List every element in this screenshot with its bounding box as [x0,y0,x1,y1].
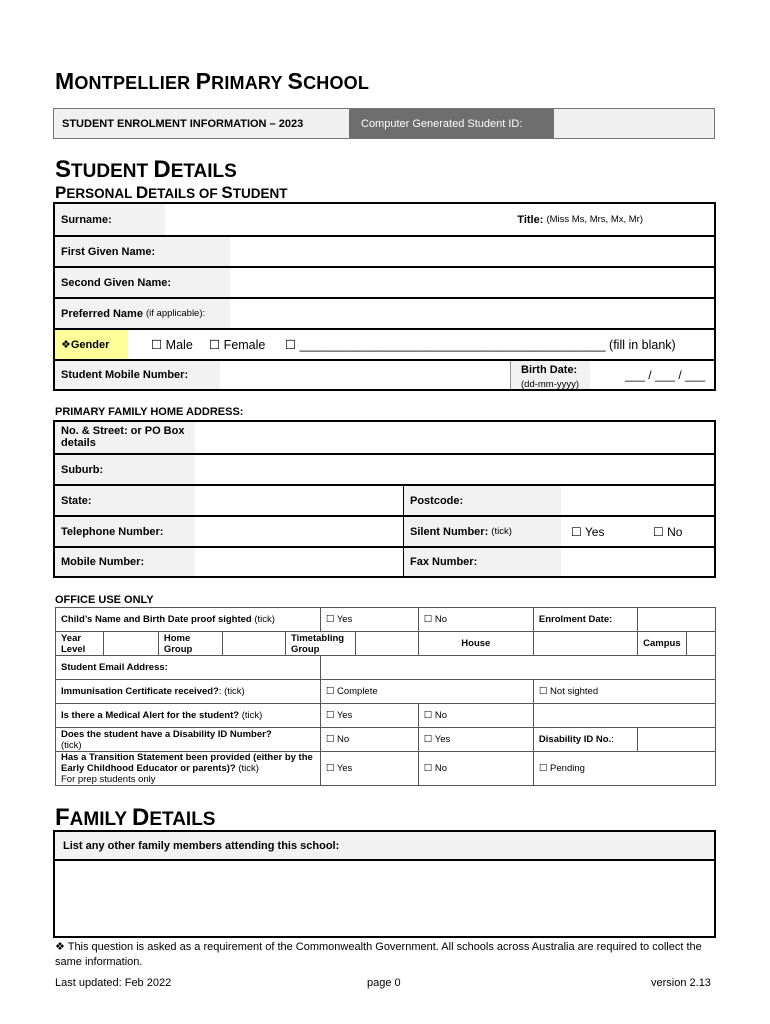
family-members-input[interactable] [55,861,714,936]
student-id-field[interactable] [553,109,714,138]
preferred-name-label: Preferred Name (if applicable): [55,299,230,328]
family-members-box [53,830,716,938]
immunisation-not-sighted-checkbox[interactable]: ☐ Not sighted [533,680,715,704]
medical-alert-label: Is there a Medical Alert for the student? (tick) [56,704,321,728]
postcode-input[interactable] [561,486,714,515]
student-email-label: Student Email Address: [56,656,321,680]
fax-input[interactable] [561,548,714,576]
proof-yes-checkbox[interactable]: ☐ Yes [320,608,418,632]
family-mobile-input[interactable] [195,548,403,576]
first-given-name-input[interactable] [230,237,714,266]
street-input[interactable] [195,422,714,453]
suburb-label: Suburb: [55,455,195,484]
suburb-input[interactable] [195,455,714,484]
year-level-input[interactable] [103,632,158,656]
disability-label: Does the student have a Disability ID Number? (tick) [56,728,321,752]
house-input[interactable] [533,632,637,656]
disability-id-input[interactable] [638,728,716,752]
student-mobile-label: Student Mobile Number: [55,361,220,389]
office-use-table [55,607,716,786]
state-label: State: [55,486,195,515]
transition-pending-checkbox[interactable]: ☐ Pending [533,752,715,786]
personal-details-subtitle: PERSONAL DETAILS OF STUDENT [55,183,288,202]
home-group-input[interactable] [222,632,285,656]
student-details-title: STUDENT DETAILS [55,156,237,183]
immunisation-label: Immunisation Certificate received?: (tick) [56,680,321,704]
enrolment-date-input[interactable] [638,608,716,632]
telephone-input[interactable] [195,517,403,546]
enrolment-date-label: Enrolment Date: [533,608,637,632]
silent-yes-checkbox[interactable]: ☐ Yes [571,524,605,539]
house-label: House [418,632,533,656]
family-members-label: List any other family members attending this school: [55,832,714,861]
disability-yes-checkbox[interactable]: ☐ Yes [418,728,533,752]
disability-no-checkbox[interactable]: ☐ No [320,728,418,752]
transition-no-checkbox[interactable]: ☐ No [418,752,533,786]
campus-label: Campus [638,632,686,656]
birth-date-input[interactable]: ___ / ___ / ___ [624,368,706,382]
home-address-form [53,420,716,578]
student-id-label: Computer Generated Student ID: [349,109,553,138]
page-number: page 0 [367,977,401,989]
silent-number-label: Silent Number: (tick) [403,517,561,546]
last-updated: Last updated: Feb 2022 [55,977,172,989]
proof-no-checkbox[interactable]: ☐ No [418,608,533,632]
transition-statement-label: Has a Transition Statement been provided (either by the Early Childhood Educator or parents)? (tick) For prep students only [56,752,321,786]
commonwealth-note: ❖ This question is asked as a requirement of the Commonwealth Government. All schools across Australia are required to collect the same information. [55,941,702,968]
first-given-name-label: First Given Name: [55,237,230,266]
gender-other-checkbox[interactable]: ☐ ____________________________________________ (fill in blank) [285,338,676,352]
family-mobile-label: Mobile Number: [55,548,195,576]
disability-id-label: Disability ID No.: [533,728,637,752]
school-name: MONTPELLIER PRIMARY SCHOOL [55,68,370,94]
preferred-name-input[interactable] [230,299,714,328]
immunisation-complete-checkbox[interactable]: ☐ Complete [320,680,533,704]
gender-female-checkbox[interactable]: ☐ Female [209,338,266,352]
second-given-name-label: Second Given Name: [55,268,230,297]
medical-no-checkbox[interactable]: ☐ No [418,704,533,728]
second-given-name-input[interactable] [230,268,714,297]
silent-no-checkbox[interactable]: ☐ No [653,524,683,539]
fax-label: Fax Number: [403,548,561,576]
surname-label: Surname: [55,204,165,235]
enrolment-info-label: STUDENT ENROLMENT INFORMATION – 2023 [54,109,349,138]
year-level-label: Year Level [56,632,104,656]
gender-label: ❖Gender [55,330,128,359]
enrolment-header-bar [53,108,715,139]
street-label: No. & Street: or PO Box details [55,422,195,453]
home-group-label: Home Group [158,632,222,656]
office-use-heading: OFFICE USE ONLY [55,594,154,606]
state-input[interactable] [195,486,403,515]
timetabling-group-input[interactable] [355,632,418,656]
gender-male-checkbox[interactable]: ☐ Male [151,338,193,352]
postcode-label: Postcode: [403,486,561,515]
timetabling-group-label: Timetabling Group [285,632,355,656]
student-email-input[interactable] [320,656,715,680]
student-mobile-input[interactable] [220,361,510,389]
surname-input[interactable] [165,204,495,235]
title-label-group: Title: (Miss Ms, Mrs, Mx, Mr) [517,213,643,226]
proof-sighted-label: Child’s Name and Birth Date proof sighted (tick) [56,608,321,632]
birth-date-label-group: Birth Date: (dd-mm-yyyy) [510,361,590,389]
title-input[interactable] [650,204,714,235]
telephone-label: Telephone Number: [55,517,195,546]
version: version 2.13 [651,977,711,989]
medical-yes-checkbox[interactable]: ☐ Yes [320,704,418,728]
home-address-heading: PRIMARY FAMILY HOME ADDRESS: [55,406,244,418]
campus-input[interactable] [686,632,715,656]
family-details-title: FAMILY DETAILS [55,804,216,831]
personal-details-form [53,202,716,391]
transition-yes-checkbox[interactable]: ☐ Yes [320,752,418,786]
